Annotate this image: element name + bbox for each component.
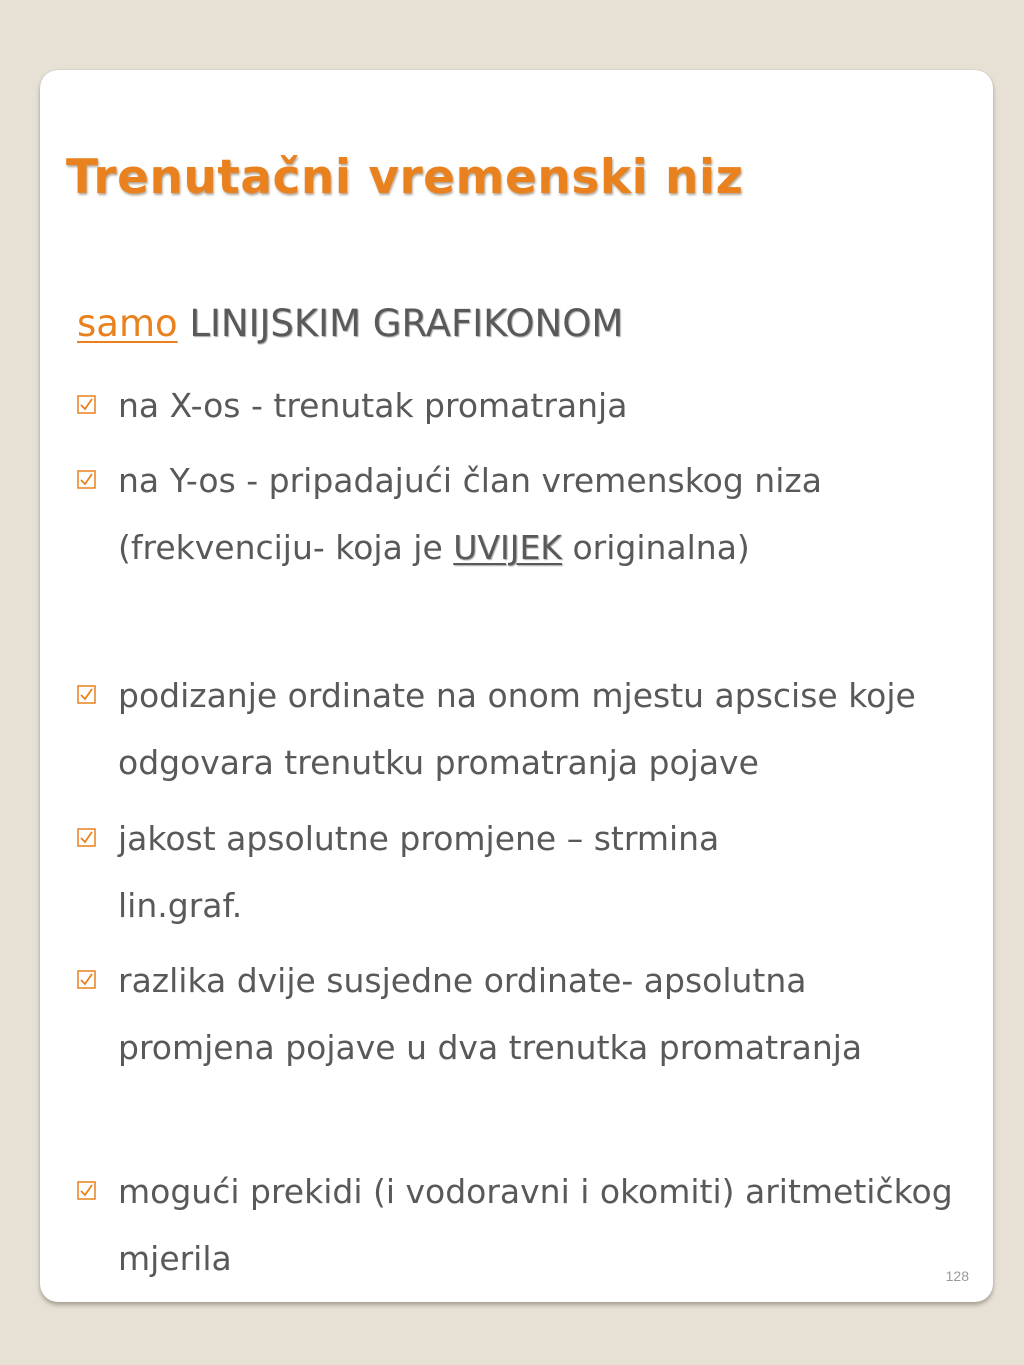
slide (40, 70, 993, 1302)
checkbox-icon (77, 470, 96, 489)
bullet-item (77, 372, 957, 439)
subheading-samo: samo (77, 302, 178, 345)
checkbox-icon (77, 970, 96, 989)
bullet-text: mogući prekidi (i vodoravni i okomiti) aritmetičkog mjerila (118, 1172, 953, 1278)
bullet-text: na X-os - trenutak promatranja (118, 386, 628, 425)
bullet-item (77, 947, 957, 1081)
bullet-item (77, 447, 957, 581)
checkbox-icon (77, 828, 96, 847)
checkbox-icon (77, 1181, 96, 1200)
bullet-item (77, 662, 957, 796)
bullet-text (118, 447, 957, 581)
page-number: 128 (945, 1268, 969, 1284)
bullet-item (77, 805, 957, 939)
bullet-item (77, 1158, 957, 1292)
checkbox-icon (77, 395, 96, 414)
slide-title: Trenutačni vremenski niz (66, 150, 744, 205)
bullet-text: podizanje ordinate na onom mjestu apscise koje odgovara trenutku promatranja pojave (118, 676, 916, 782)
bullet-text: jakost apsolutne promjene – strmina lin.graf. (118, 819, 720, 925)
bullet-text-part: na Y-os - pripadajući član vremenskog niza (frekvenciju- koja je (118, 461, 822, 567)
subheading-caps: LINIJSKIM GRAFIKONOM (189, 302, 624, 345)
bullet-text: razlika dvije susjedne ordinate- apsolutna promjena pojave u dva trenutka promatranja (118, 961, 863, 1067)
emphasis-uvijek: UVIJEK (453, 528, 562, 567)
bullet-text-part: originalna) (561, 528, 750, 567)
subheading (77, 302, 623, 345)
checkbox-icon (77, 685, 96, 704)
